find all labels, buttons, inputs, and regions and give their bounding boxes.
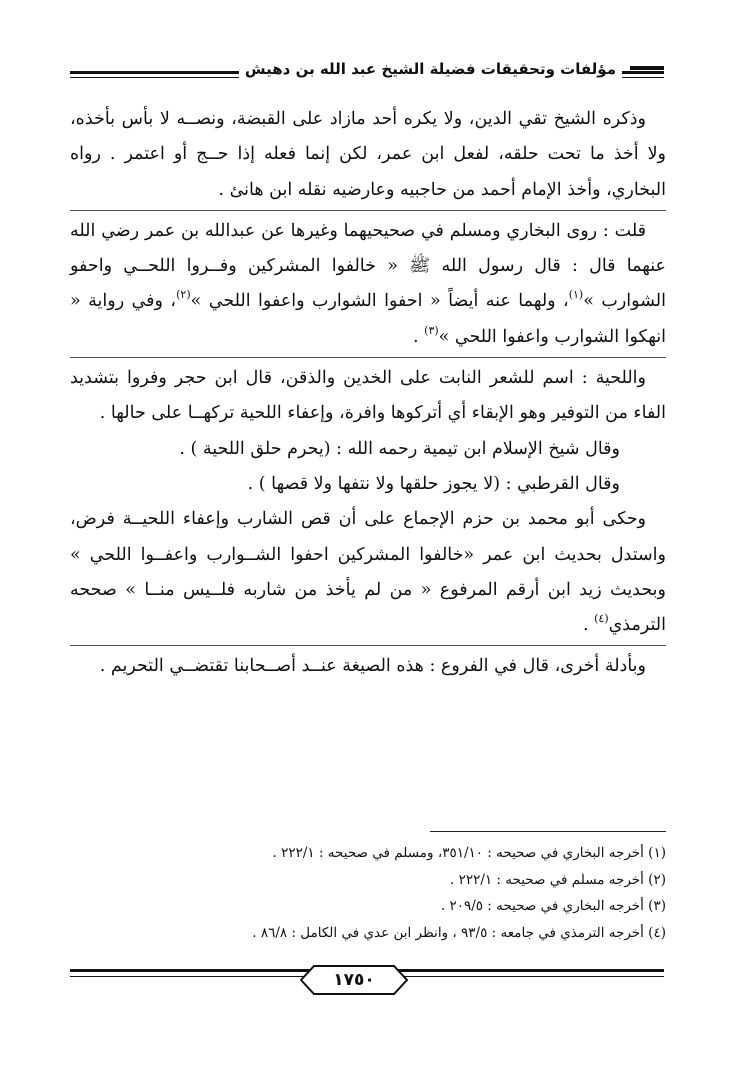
footnote-ref-1: (١) [568,288,584,302]
paragraph-2 [70,214,666,355]
paragraph-5: وقال القرطبي : (لا يجوز حلقها ولا نتفها ولا قصها ) . [247,473,620,494]
page-number: ١٧٥٠ [333,970,375,990]
main-text [70,102,666,685]
paragraph-2-text-c: ، وفي رواية « انهكوا الشوارب واعفوا اللحي » [70,291,666,347]
paragraph-2-text-b: ، ولهما عنه أيضاً « احفوا الشوارب واعفوا اللحي » [190,291,569,312]
paragraph-divider [70,645,666,646]
paragraph-2-text-a: قلت : روى البخاري ومسلم في صحيحيهما وغيرها عن عبدالله بن عمر رضي الله عنهما قال : قال رسول الله ﷺ « خالفوا المشركين وفــروا اللحــي واحفو الشوارب » [70,220,666,312]
footnote-ref-3: (٣) [424,323,439,337]
paragraph-3: واللحية : اسم للشعر النابت على الخدين والذقن، قال ابن حجر وفروا بتشديد الفاء من التوفير وهو الإبقاء أي أتركوها وافرة، وإعفاء اللحية تركهــا على حالها . [70,368,666,424]
footnote-ref-2: (٢) [176,288,191,302]
paragraph-divider [70,210,666,211]
paragraph-6 [70,502,666,643]
footnote-2: (٢) أخرجه مسلم في صحيحه : ٢٢٢/١ . [449,871,666,888]
paragraph-4: وقال شيخ الإسلام ابن تيمية رحمه الله : (يحرم حلق اللحية ) . [179,438,620,459]
footnote-1: (١) أخرجه البخاري في صحيحه : ٣٥١/١٠، ومسلم في صحيحه : ٢٢٢/١ . [272,845,666,861]
footnote-ref-4: (٤) [594,612,609,626]
paragraph-divider [70,357,666,358]
paragraph-2-text-d: . [413,326,425,347]
paragraph-7: وبأدلة أخرى، قال في الفروع : هذه الصيغة عنــد أصــحابنا تقتضــي التحريم . [99,656,646,677]
page-header [70,50,664,86]
page-footer [70,965,664,1001]
paragraph-1: وذكره الشيخ تقي الدين، ولا يكره أحد مازاد على القبضة، ونصــه لا بأس بأخذه، ولا أخذ ما تحت حلقه، لفعل ابن عمر، لكن إنما فعله إذا حــج أو اعتمر . رواه البخاري، وأخذ الإمام أحمد من حاجبيه وعارضيه نقله ابن هانئ . [70,109,666,200]
footnotes [70,840,666,946]
page-number-frame [300,965,408,995]
paragraph-6-text-b: . [582,615,595,636]
paragraph-6-text-a: وحكى أبو محمد بن حزم الإجماع على أن قص الشارب وإعفاء اللحيــة فرض، واستدل بحديث ابن عمر «خالفوا المشركين احفوا الشــوارب واعفــوا اللحي » وبحديث زيد ابن أرقم المرفوع « من لم يأخذ من شاربه فلــيس منــا » صححه الترمذي [70,509,666,636]
footnote-3: (٣) أخرجه البخاري في صحيحه : ٢٠٩/٥ . [440,898,666,914]
header-title: مؤلفات وتحقيقات فضيلة الشيخ عبد الله بن دهيش [239,60,622,78]
footnote-4: (٤) أخرجه الترمذي في جامعه : ٩٣/٥ ، وانظر ابن عدي في الكامل : ٨٦/٨ . [252,924,666,941]
header-ornament-dash [630,66,664,70]
footnote-separator [430,831,666,832]
